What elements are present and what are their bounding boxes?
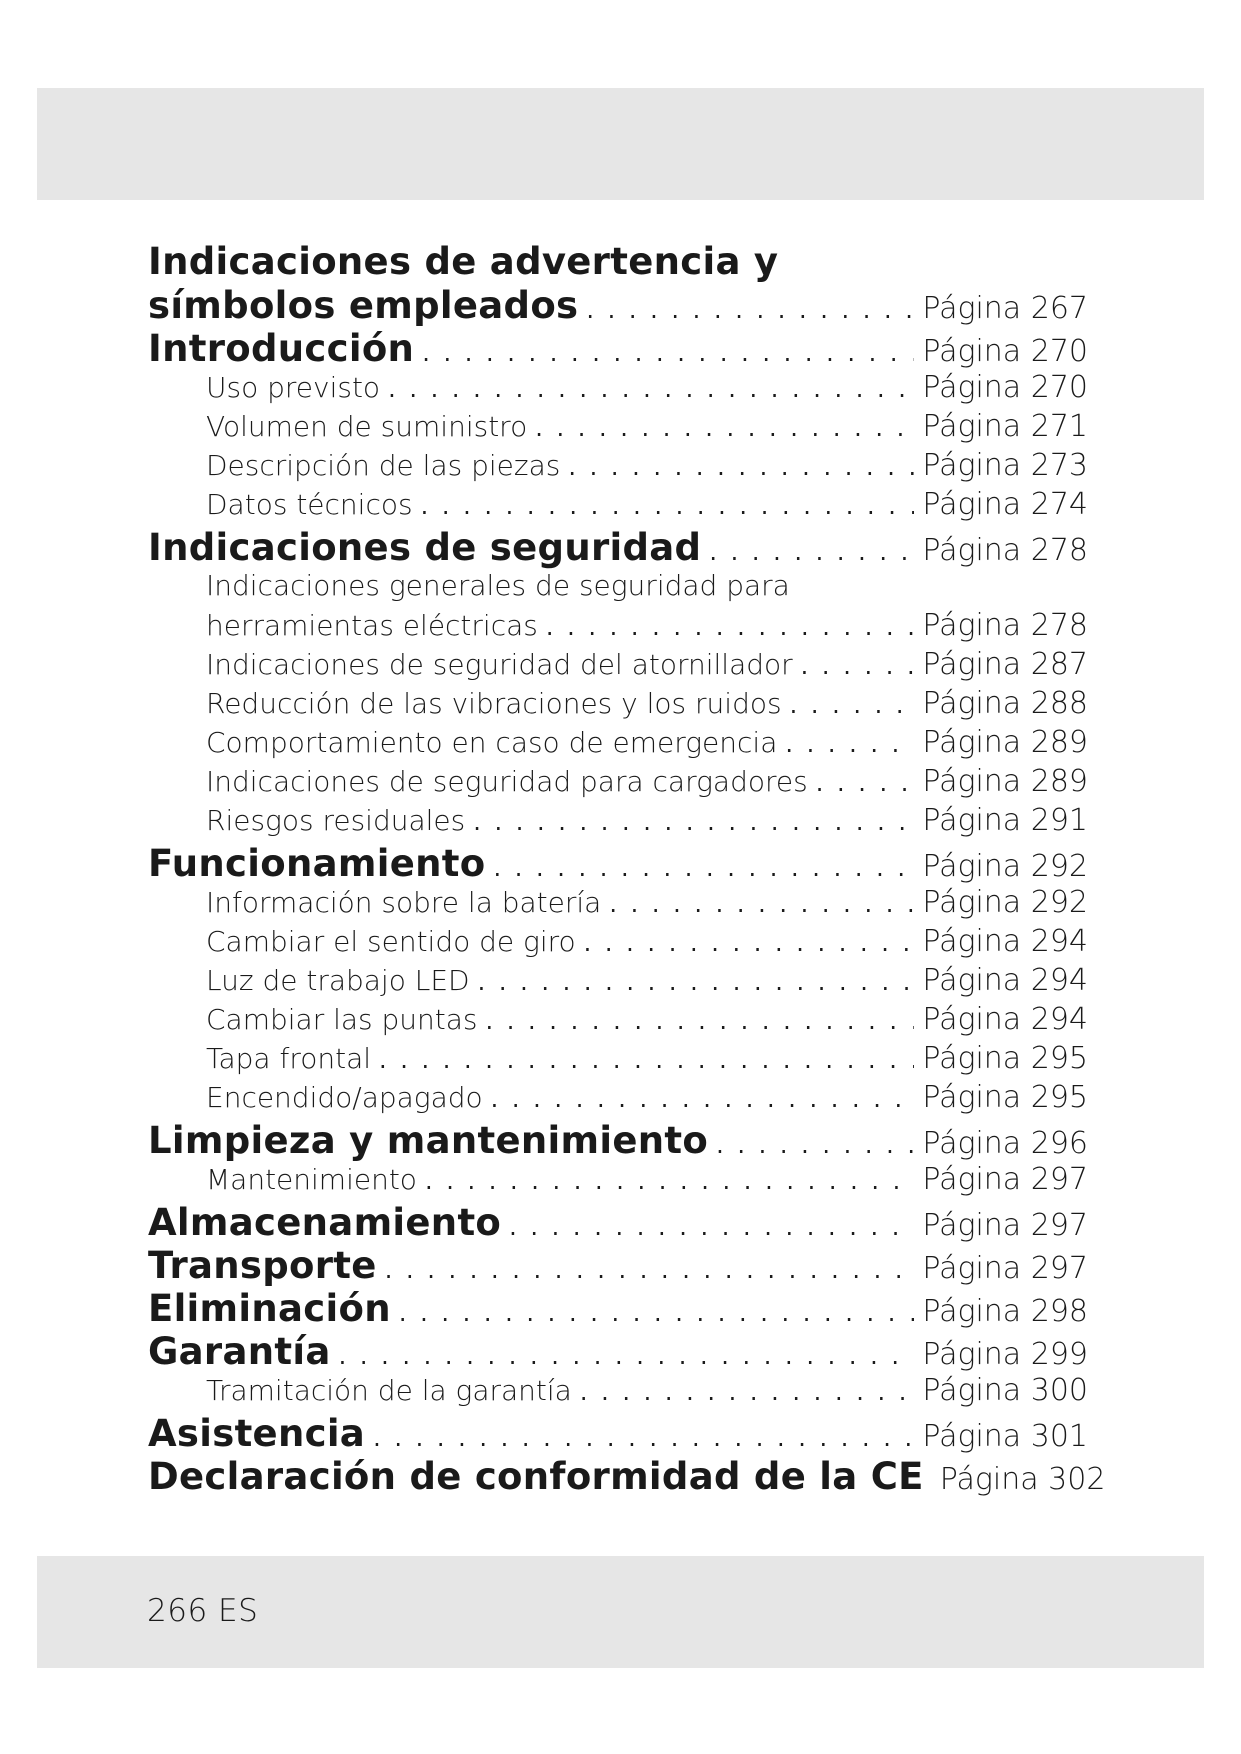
toc-entry-page: Página 267: [922, 291, 1088, 326]
toc-entry-label: Cambiar el sentido de giro: [206, 925, 576, 958]
toc-section: [148, 1119, 1088, 1162]
toc-entry-label: Encendido/apagado: [206, 1081, 483, 1114]
toc-entry-label: Información sobre la batería: [206, 886, 602, 919]
toc-entry-label: Declaración de conformidad de la CE: [148, 1455, 924, 1498]
dot-leader: [580, 1378, 914, 1406]
toc-entry-first-line: Indicaciones generales de seguridad para: [206, 569, 790, 602]
toc-section: [148, 1330, 1088, 1373]
dot-leader: [399, 1299, 914, 1327]
toc-section: [148, 284, 1088, 327]
toc-subsection: [148, 725, 1088, 764]
toc-entry-page: Página 292: [922, 849, 1088, 884]
toc-subsection: [148, 487, 1088, 526]
toc-subsection: [148, 448, 1088, 487]
toc-entry-page: Página 274: [922, 487, 1088, 522]
toc-entry-label: Tramitación de la garantía: [206, 1374, 572, 1407]
toc-subsection: [148, 1080, 1088, 1119]
dot-leader: [816, 769, 915, 797]
dot-leader: [339, 1342, 915, 1370]
toc-section: [148, 1244, 1088, 1287]
toc-entry-label: símbolos empleados: [148, 284, 579, 327]
toc-entry-label: Descripción de las piezas: [206, 449, 561, 482]
toc-entry-label: Garantía: [148, 1330, 331, 1373]
toc-section: [148, 1201, 1088, 1244]
toc-subsection: [148, 963, 1088, 1002]
toc-entry-page: Página 294: [922, 924, 1088, 959]
toc-entry-page: Página 297: [922, 1162, 1088, 1197]
dot-leader: [493, 854, 914, 882]
toc-subsection: [148, 924, 1088, 963]
page-number: 266 ES: [147, 1593, 259, 1629]
dot-leader: [421, 492, 915, 520]
toc-entry-label: Indicaciones de seguridad del atornillador: [206, 648, 793, 681]
toc-entry-label: Tapa frontal: [206, 1042, 372, 1075]
dot-leader: [486, 1007, 915, 1035]
toc-entry-page: Página 298: [922, 1294, 1088, 1329]
header-band: [37, 88, 1204, 200]
toc-entry-page: Página 300: [922, 1373, 1088, 1408]
toc-subsection: [148, 647, 1088, 686]
toc-entry-label: Transporte: [148, 1244, 377, 1287]
dot-leader: [790, 691, 915, 719]
toc-entry-page: Página 273: [922, 448, 1088, 483]
toc-entry-page: Página 288: [922, 686, 1088, 721]
toc-entry-label: Mantenimiento: [206, 1163, 417, 1196]
toc-section: [148, 1455, 1106, 1498]
toc-entry-label: Comportamiento en caso de emergencia: [206, 726, 778, 759]
toc-subsection: [148, 803, 1088, 842]
toc-entry-page: Página 297: [922, 1251, 1088, 1286]
dot-leader: [586, 296, 914, 324]
toc-section: [148, 842, 1088, 885]
table-of-contents: [148, 240, 1106, 1498]
toc-subsection: [148, 686, 1088, 725]
dot-leader: [478, 968, 915, 996]
toc-entry-page: Página 270: [922, 334, 1088, 369]
toc-subsection: [148, 409, 1088, 448]
toc-entry-page: Página 301: [922, 1419, 1088, 1454]
dot-leader: [425, 1167, 914, 1195]
toc-entry-page: Página 297: [922, 1208, 1088, 1243]
toc-subsection: [148, 370, 1088, 409]
toc-entry-label: Eliminación: [148, 1287, 391, 1330]
toc-entry-label: Reducción de las vibraciones y los ruidos: [206, 687, 782, 720]
toc-subsection: [148, 1041, 1088, 1080]
toc-entry-page: Página 287: [922, 647, 1088, 682]
dot-leader: [379, 1046, 914, 1074]
toc-entry-page: Página 289: [922, 764, 1088, 799]
footer-band: [37, 1556, 1204, 1668]
toc-section: [148, 1412, 1088, 1455]
toc-subsection: [148, 1162, 1088, 1201]
toc-section: [148, 1287, 1088, 1330]
toc-section: [148, 327, 1088, 370]
toc-entry-label: Asistencia: [148, 1412, 366, 1455]
toc-entry-label: Datos técnicos: [206, 488, 413, 521]
toc-subsection: [148, 1002, 1088, 1041]
dot-leader: [535, 414, 914, 442]
dot-leader: [385, 1256, 915, 1284]
toc-subsection: [148, 608, 1088, 647]
toc-entry-first-line: Indicaciones de advertencia y: [148, 240, 779, 283]
toc-entry-page: Página 295: [922, 1080, 1088, 1115]
dot-leader: [422, 339, 914, 367]
dot-leader: [584, 929, 915, 957]
toc-entry-label: Funcionamiento: [148, 842, 486, 885]
toc-entry-label: Limpieza y mantenimiento: [148, 1119, 709, 1162]
toc-entry-label: Almacenamiento: [148, 1201, 502, 1244]
toc-entry-page: Página 302: [939, 1462, 1106, 1497]
toc-entry-label: Cambiar las puntas: [206, 1003, 478, 1036]
toc-entry-label: Riesgos residuales: [206, 804, 466, 837]
toc-entry-page: Página 270: [922, 370, 1088, 405]
toc-subsection: [148, 885, 1088, 924]
toc-entry-page: Página 299: [922, 1337, 1088, 1372]
dot-leader: [546, 613, 914, 641]
toc-entry-page: Página 289: [922, 725, 1088, 760]
toc-section: [148, 526, 1088, 569]
toc-entry-page: Página 271: [922, 409, 1088, 444]
toc-subsection: [148, 1373, 1088, 1412]
toc-entry-page: Página 278: [922, 608, 1088, 643]
dot-leader: [568, 453, 914, 481]
toc-entry-label: Introducción: [148, 327, 415, 370]
toc-entry-label: Indicaciones de seguridad para cargadores: [206, 765, 808, 798]
toc-entry-label: Luz de trabajo LED: [206, 964, 470, 997]
dot-leader: [373, 1424, 914, 1452]
dot-leader: [801, 652, 915, 680]
toc-entry-label: herramientas eléctricas: [206, 609, 538, 642]
dot-leader: [491, 1085, 915, 1113]
toc-entry-page: Página 294: [922, 1002, 1088, 1037]
toc-entry-page: Página 291: [922, 803, 1088, 838]
dot-leader: [388, 375, 914, 403]
toc-entry-page: Página 292: [922, 885, 1088, 920]
toc-entry-label: Uso previsto: [206, 371, 381, 404]
toc-entry-page: Página 294: [922, 963, 1088, 998]
toc-entry-label: Volumen de suministro: [206, 410, 528, 443]
toc-entry-page: Página 278: [922, 533, 1088, 568]
dot-leader: [709, 538, 914, 566]
toc-entry-page: Página 296: [922, 1126, 1088, 1161]
dot-leader: [716, 1131, 914, 1159]
toc-entry-label: Indicaciones de seguridad: [148, 526, 702, 569]
toc-entry-page: Página 295: [922, 1041, 1088, 1076]
dot-leader: [785, 730, 914, 758]
dot-leader: [609, 890, 914, 918]
dot-leader: [509, 1213, 914, 1241]
dot-leader: [473, 808, 914, 836]
toc-subsection: [148, 764, 1088, 803]
